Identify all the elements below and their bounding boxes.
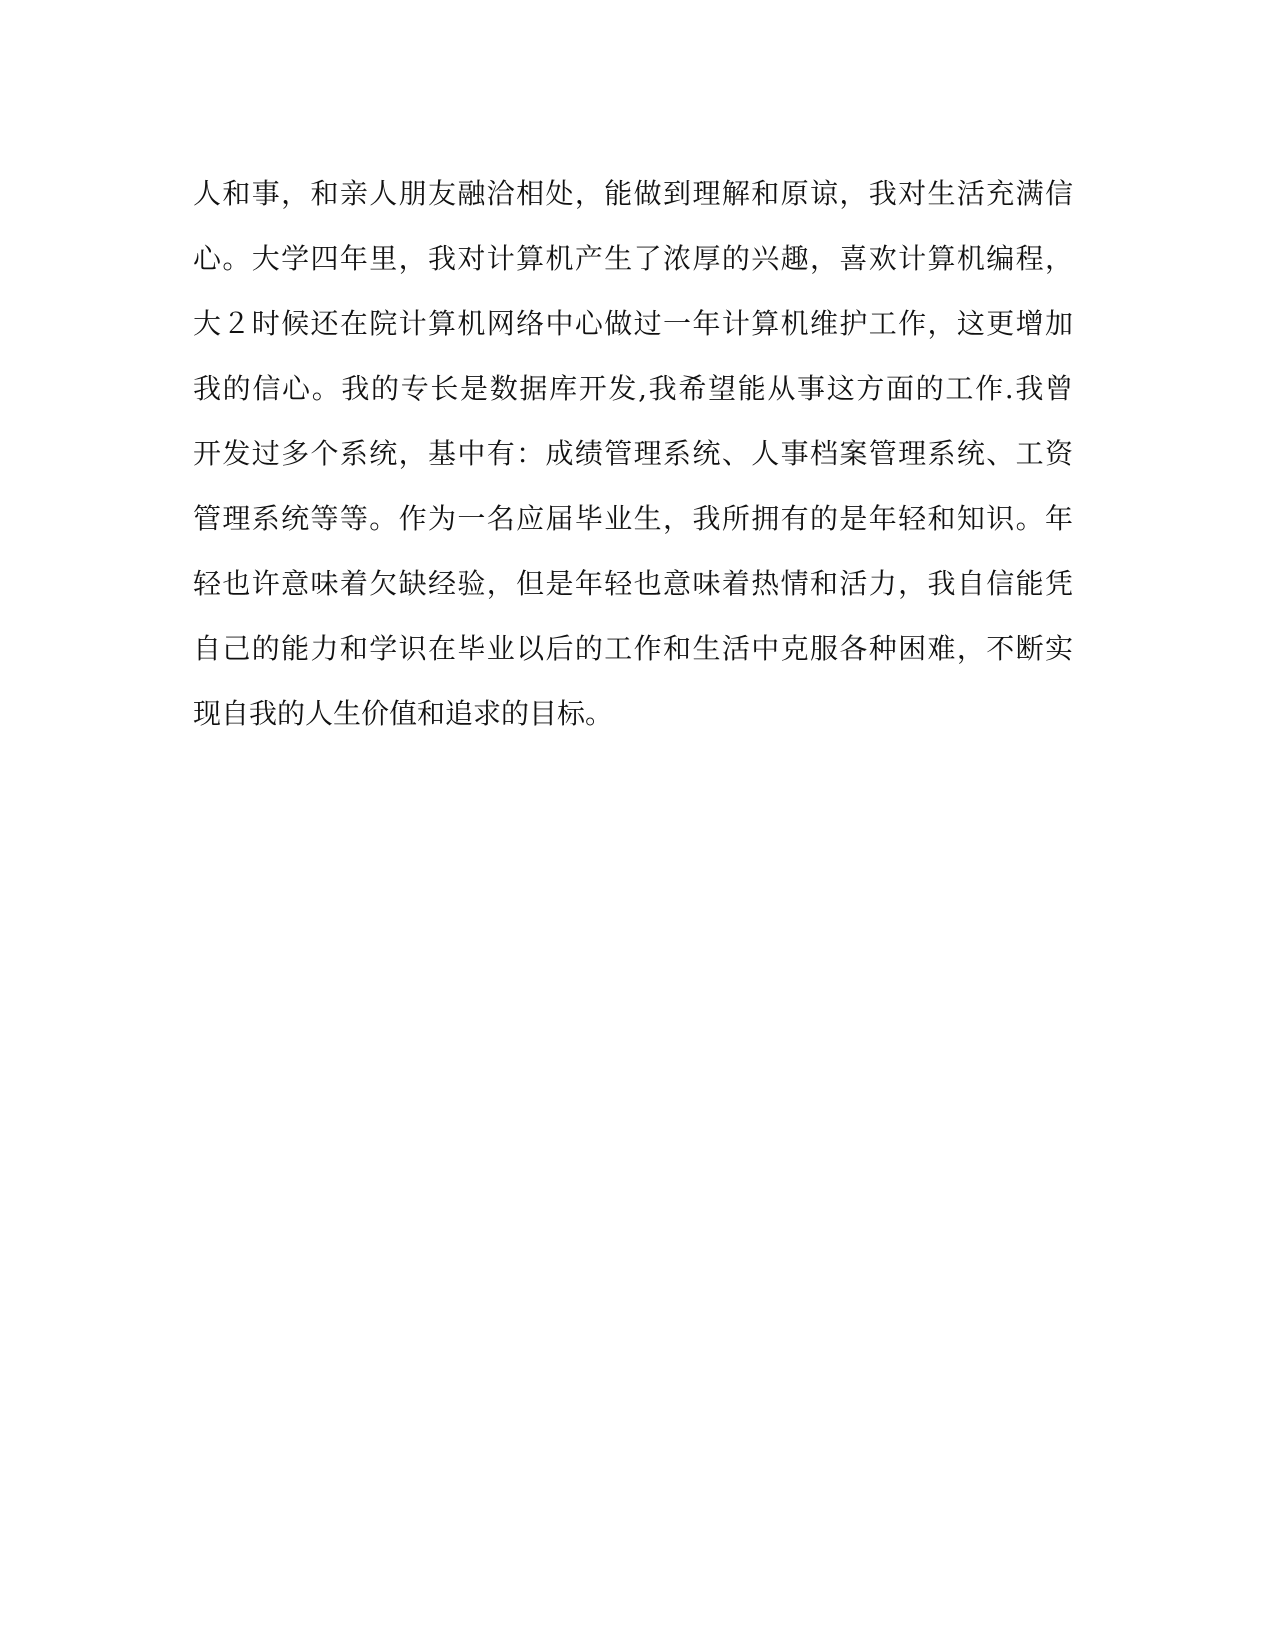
paragraph-line-9: 现自我的人生价值和追求的目标。 — [193, 697, 614, 730]
paragraph-line-6: 管理系统等等。作为一名应届毕业生，我所拥有的是年轻和知识。年 — [193, 502, 1073, 535]
body-paragraph — [193, 166, 1073, 751]
paragraph-line-1: 人和事，和亲人朋友融洽相处，能做到理解和原谅，我对生活充满信 — [193, 177, 1073, 210]
paragraph-line-8: 自己的能力和学识在毕业以后的工作和生活中克服各种困难，不断实 — [193, 632, 1073, 665]
paragraph-line-3: 大２时候还在院计算机网络中心做过一年计算机维护工作，这更增加 — [193, 307, 1073, 340]
paragraph-line-4: 我的信心。我的专长是数据库开发,我希望能从事这方面的工作.我曾 — [193, 372, 1073, 405]
paragraph-line-2: 心。大学四年里，我对计算机产生了浓厚的兴趣，喜欢计算机编程， — [193, 242, 1073, 275]
paragraph-line-7: 轻也许意味着欠缺经验，但是年轻也意味着热情和活力，我自信能凭 — [193, 567, 1073, 600]
paragraph-line-5: 开发过多个系统，基中有：成绩管理系统、人事档案管理系统、工资 — [193, 437, 1073, 470]
